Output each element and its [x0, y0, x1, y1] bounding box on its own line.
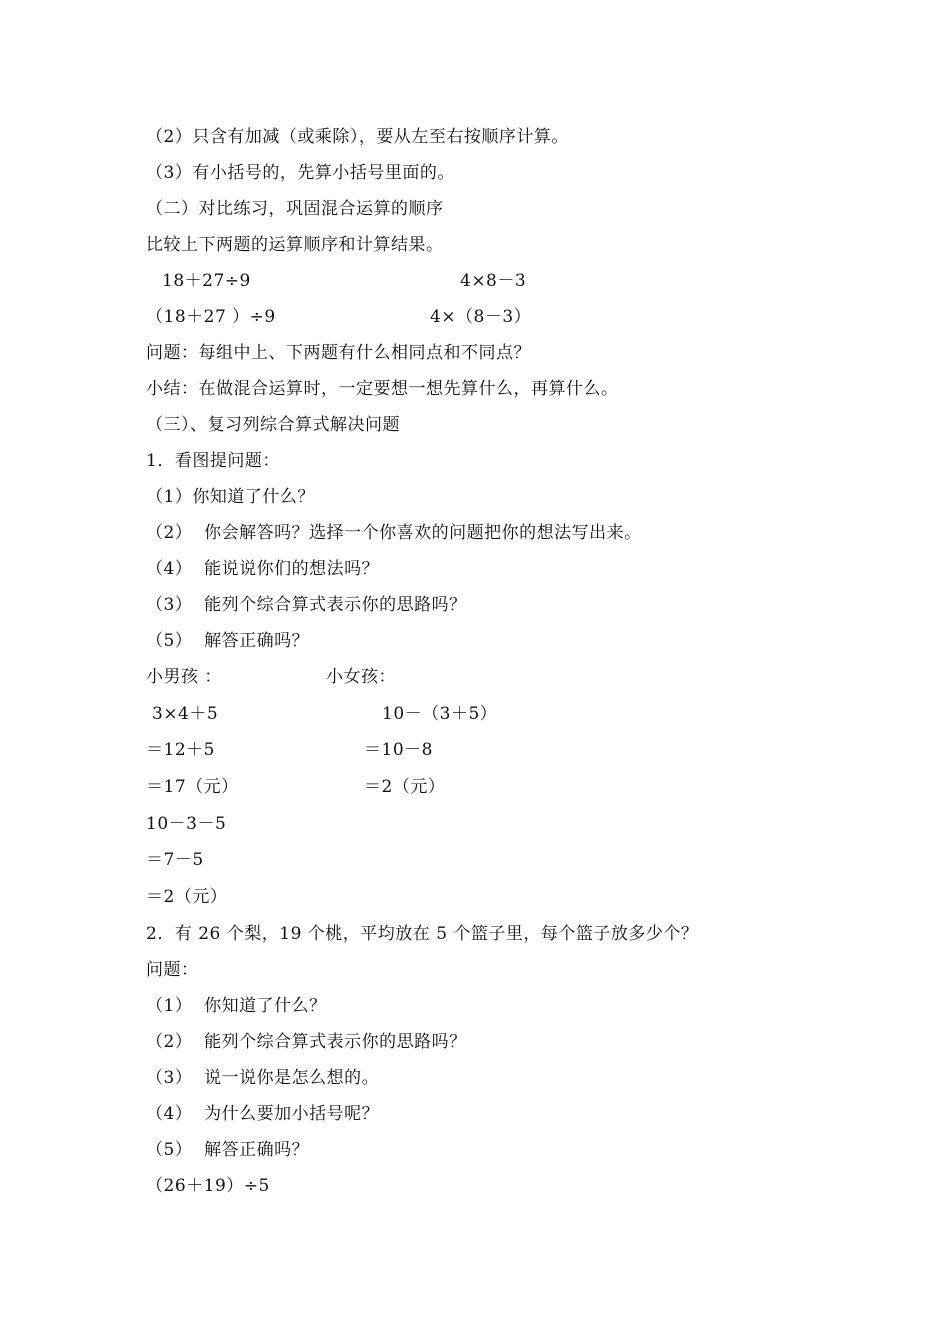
item-2-question-5: （5） 解答正确吗？ [146, 1140, 310, 1160]
item-1-question-2: （2） 你会解答吗？选择一个你喜欢的问题把你的想法写出来。 [146, 523, 642, 543]
alt-step-1: 10－3－5 [146, 814, 227, 834]
boy-label: 小男孩 ： [146, 667, 222, 687]
rule-3-text: （3）有小括号的，先算小括号里面的。 [146, 163, 455, 183]
compare-a-top-expression: 18＋27÷9 [162, 271, 251, 291]
boy-step-1: 3×4＋5 [152, 704, 219, 724]
boy-step-3: ＝17（元） [146, 777, 239, 797]
girl-step-1: 10－（3＋5） [382, 704, 498, 724]
section-3-heading: （三）、复习列综合算式解决问题 [146, 415, 400, 435]
summary-text: 小结：在做混合运算时，一定要想一想先算什么，再算什么。 [146, 379, 619, 399]
question-same-diff-text: 问题：每组中上、下两题有什么相同点和不同点？ [146, 343, 531, 363]
item-2-expression: （26＋19）÷5 [146, 1176, 270, 1196]
girl-label: 小女孩： [326, 667, 396, 687]
item-2-question-1: （1） 你知道了什么？ [146, 996, 327, 1016]
section-2-heading: （二）对比练习，巩固混合运算的顺序 [146, 199, 444, 219]
boy-step-2: ＝12＋5 [146, 740, 215, 760]
item-2-question-2: （2） 能列个综合算式表示你的思路吗？ [146, 1032, 467, 1052]
item-1-question-1: （1）你知道了什么？ [146, 487, 315, 507]
item-2-title: 2．有 26 个梨，19 个桃，平均放在 5 个篮子里，每个篮子放多少个？ [146, 924, 699, 944]
compare-b-bottom-expression: 4×（8－3） [430, 307, 532, 327]
alt-step-2: ＝7－5 [146, 850, 204, 870]
girl-step-3: ＝2（元） [364, 777, 446, 797]
item-2-question-3: （3） 说一说你是怎么想的。 [146, 1068, 380, 1088]
girl-step-2: ＝10－8 [364, 740, 433, 760]
item-2-question-4: （4） 为什么要加小括号呢？ [146, 1104, 380, 1124]
item-1-question-5: （5） 解答正确吗？ [146, 631, 310, 651]
rule-2-text: （2）只含有加减（或乘除），要从左至右按顺序计算。 [146, 127, 569, 147]
compare-intro-text: 比较上下两题的运算顺序和计算结果。 [146, 235, 444, 255]
compare-b-top-expression: 4×8－3 [460, 271, 527, 291]
compare-a-bottom-expression: （18＋27 ）÷9 [146, 307, 276, 327]
item-1-title: 1．看图提问题： [146, 451, 280, 471]
item-1-question-4: （4） 能说说你们的想法吗？ [146, 559, 380, 579]
alt-step-3: ＝2（元） [146, 887, 228, 907]
item-2-question-label: 问题： [146, 960, 199, 980]
item-1-question-3: （3） 能列个综合算式表示你的思路吗？ [146, 595, 467, 615]
